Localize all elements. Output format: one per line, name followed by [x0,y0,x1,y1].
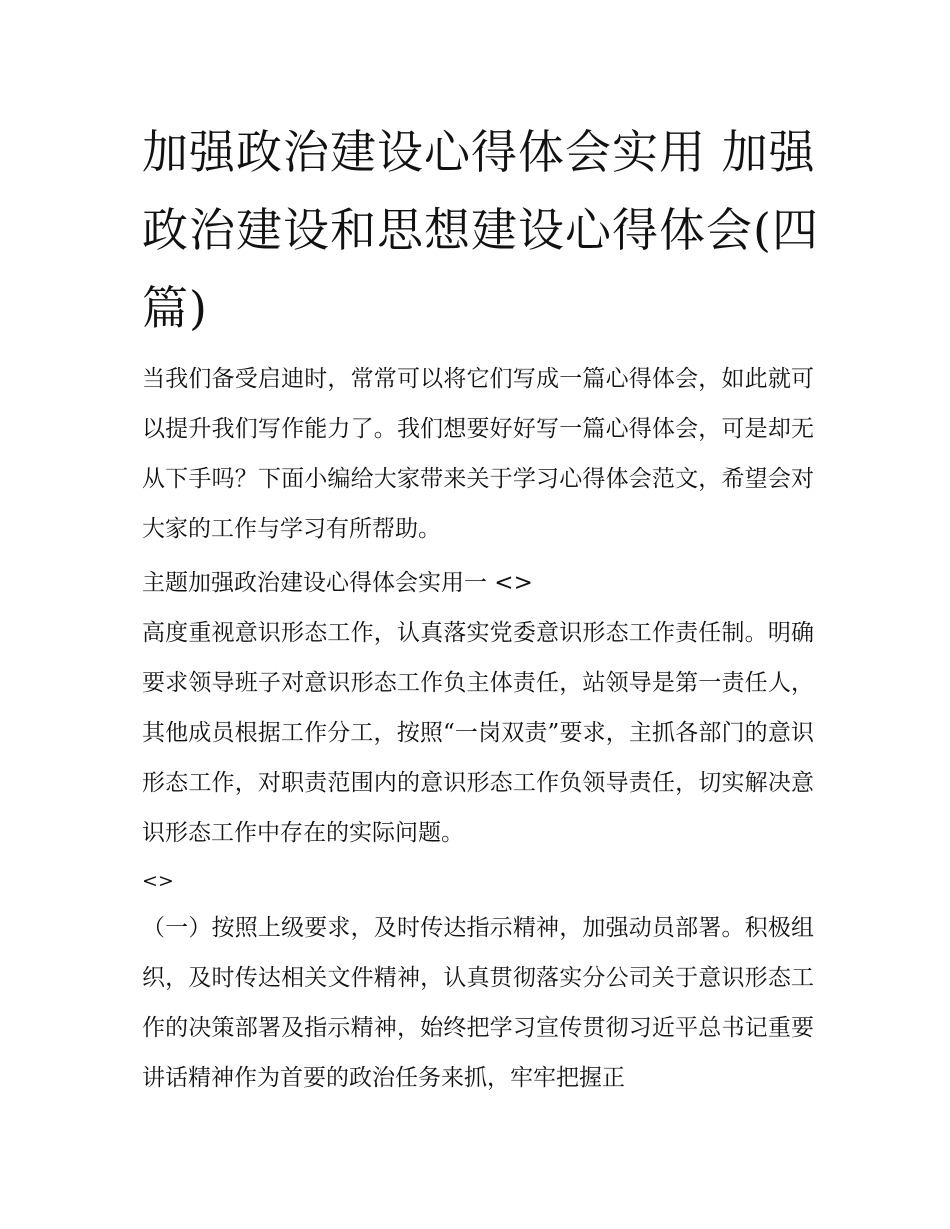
document-title: 加强政治建设心得体会实用 加强政治建设和思想建设心得体会(四篇) [142,125,819,335]
section-one-paragraph: 高度重视意识形态工作，认真落实党委意识形态工作责任制。明确要求领导班子对意识形态工作负主体责任，站领导是第一责任人，其他成员根据工作分工，按照“一岗双责”要求，主抓各部门的意识形态工作，对职责范围内的意识形态工作负领导责任，切实解决意识形态工作中存在的实际问题。 [142,620,814,846]
section-two-paragraph: （一）按照上级要求，及时传达指示精神，加强动员部署。积极组织，及时传达相关文件精神，认真贯彻落实分公司关于意识形态工作的决策部署及指示精神，始终把学习宣传贯彻习近平总书记重要讲话精神作为首要的政治任务来抓，牢牢把握正 [142,915,814,1091]
intro-paragraph: 当我们备受启迪时，常常可以将它们写成一篇心得体会，如此就可以提升我们写作能力了。我们想要好好写一篇心得体会，可是却无从下手吗？下面小编给大家带来关于学习心得体会范文，希望会对大家的工作与学习有所帮助。 [142,366,814,542]
separator-marker: <> [142,870,174,892]
section-heading: 主题加强政治建设心得体会实用一 <> [142,570,533,596]
